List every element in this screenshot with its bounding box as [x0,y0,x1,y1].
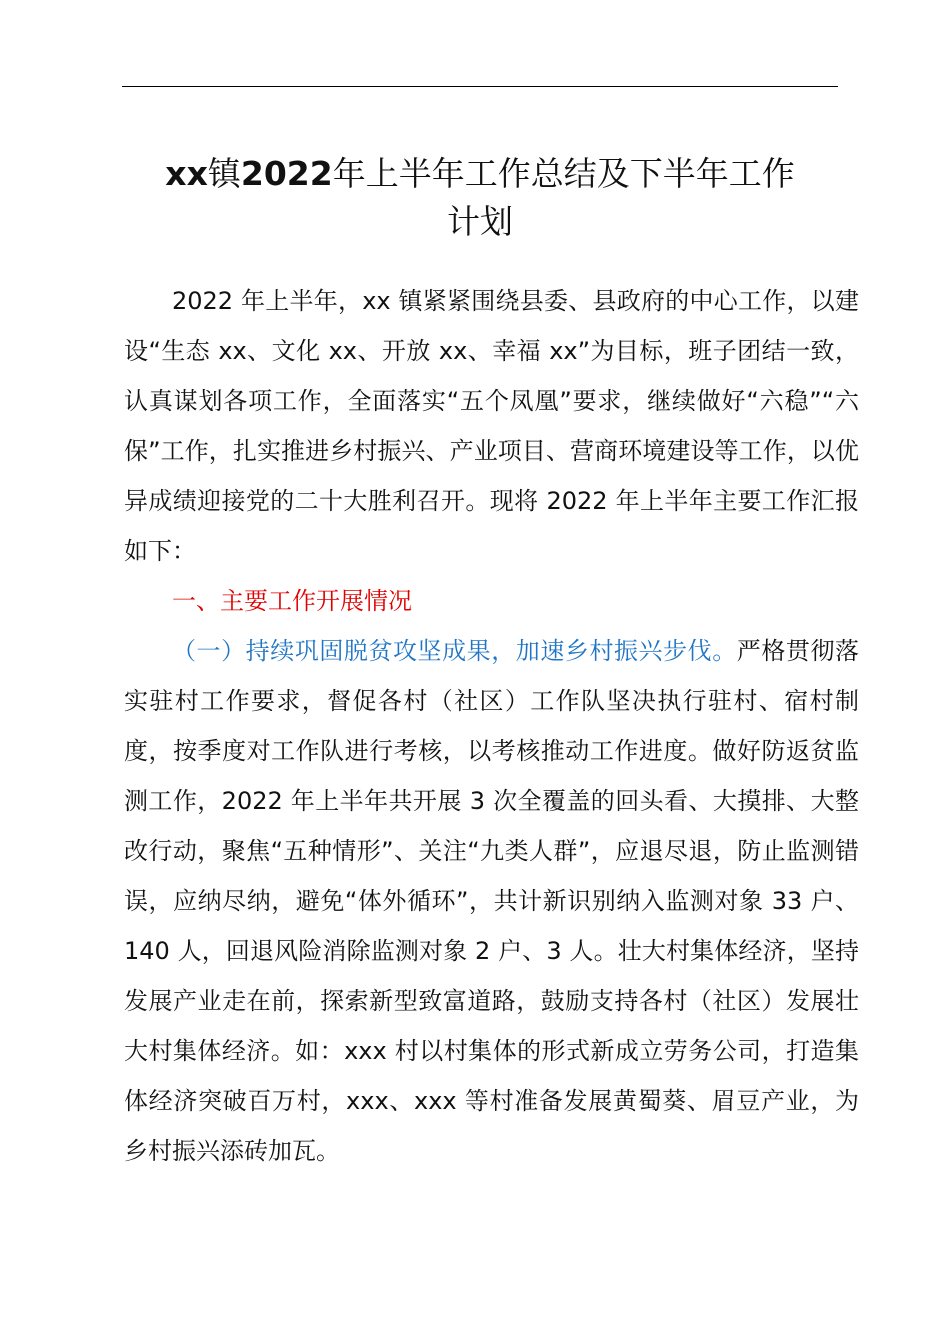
title-xx: xx [165,154,208,193]
title-line-2: 计划 [447,202,513,241]
document-title [100,150,860,246]
subsection-heading: （一）持续巩固脱贫攻坚成果，加速乡村振兴步伐。 [172,637,737,665]
section-heading: 一、主要工作开展情况 [172,587,412,615]
title-zhen: 镇 [207,154,241,193]
header-rule [122,86,838,87]
subsection-body: 严格贯彻落实驻村工作要求，督促各村（社区）工作队坚决执行驻村、宿村制度，按季度对工作队进行考核，以考核推动工作进度。做好防返贫监测工作，2022 年上半年共开展 3 次全覆盖的回头看、大摸排、大整改行动，聚焦“五种情形”、关注“九类人群”，应退尽退，防止监测错误，应纳尽纳，避免“体外循环”，共计新识别纳入监测对象 33 户、140 人，回退风险消除监测对象 2 户、3 人。壮大村集体经济，坚持发展产业走在前，探索新型致富道路，鼓励支持各村（社区）发展壮大村集体经济。如：xxx 村以村集体的形式新成立劳务公司，打造集体经济突破百万村，xxx、xxx 等村准备发展黄蜀葵、眉豆产业，为乡村振兴添砖加瓦。 [124,637,860,1165]
document-body [124,276,859,1176]
title-line-1 [165,154,794,193]
subsection-paragraph [124,626,859,1176]
intro-paragraph: 2022 年上半年，xx 镇紧紧围绕县委、县政府的中心工作，以建设“生态 xx、文化 xx、开放 xx、幸福 xx”为目标，班子团结一致，认真谋划各项工作，全面落实“五个凤凰”要求，继续做好“六稳”“六保”工作，扎实推进乡村振兴、产业项目、营商环境建设等工作，以优异成绩迎接党的二十大胜利召开。现将 2022 年上半年主要工作汇报如下： [124,287,859,565]
title-rest: 年上半年工作总结及下半年工作 [332,154,795,193]
title-year: 2022 [240,154,333,193]
